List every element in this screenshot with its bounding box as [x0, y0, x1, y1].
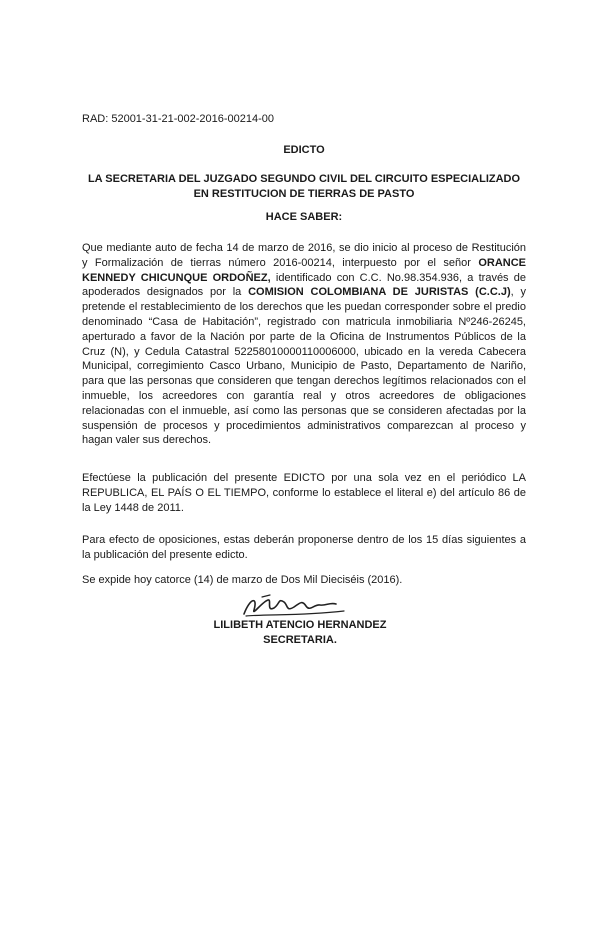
petitioner-name: ORANCE KENNEDY CHICUNQUE ORDOÑEZ,	[82, 256, 526, 284]
organization-name: COMISION COLOMBIANA DE JURISTAS (C.C.J)	[248, 286, 511, 299]
p1-text-c: identificado con C.C. No.98.354.936, a través de apoderados designados por la	[82, 271, 526, 299]
heading-line-1: LA SECRETARIA DEL JUZGADO SEGUNDO CIVIL DEL CIRCUITO ESPECIALIZADO	[87, 173, 521, 185]
heading-line-2: EN RESTITUCION DE TIERRAS DE PASTO	[193, 188, 415, 200]
subheading: HACE SABER:	[265, 211, 343, 223]
document-title: EDICTO	[283, 144, 325, 156]
signature-block	[200, 592, 440, 662]
paragraph-publication: Efectúese la publicación del presente EDICTO por una sola vez en el periódico LA REPUBLICA, EL PAÍS O EL TIEMPO, conforme lo establece el literal e) del artículo 86 de la Ley 1448 de 2011.	[82, 472, 526, 514]
handwritten-signature	[240, 592, 350, 622]
p1-text-a: Que mediante auto de fecha 14 de marzo de 2016, se dio inicio al proceso de Restitución y Formalización de tierras número 2016-00214, interpuesto por el señor	[82, 242, 526, 269]
paragraph-main	[82, 241, 526, 448]
signer-role: SECRETARIA.	[263, 634, 337, 646]
issuing-authority-heading	[0, 172, 608, 202]
paragraph-oppositions: Para efecto de oposiciones, estas deberán proponerse dentro de los 15 días siguientes a la publicación del presente edicto.	[82, 534, 526, 561]
signer-name: LILIBETH ATENCIO HERNANDEZ	[213, 619, 387, 631]
paragraph-issued-date: Se expide hoy catorce (14) de marzo de Dos Mil Dieciséis (2016).	[82, 574, 403, 586]
case-number: RAD: 52001-31-21-002-2016-00214-00	[82, 113, 275, 125]
p1-text-e: , y pretende el restablecimiento de los derechos que les puedan corresponder sobre el predio denominado “Casa de Habitación”, registrado con matricula inmobiliaria Nº246-26245, aperturado a favor de la Nación por parte de la Oficina de Instrumentos Públicos de la Cruz (N), y Cedula Catastral 52258010000110006000, ubicado en la vereda Cabecera Municipal, corregimiento Casco Urbano, Municipio de Pasto, Departamento de Nariño, para que las personas que consideren que tengan derechos legítimos relacionados con el inmueble, los acreedores con garantía real y otros acreedores de obligaciones relacionadas con el inmueble, así como las personas que se consideren afectadas por la suspensión de procesos y procedimientos administrativos comparezcan al proceso y hagan valer sus derechos.	[82, 286, 526, 447]
